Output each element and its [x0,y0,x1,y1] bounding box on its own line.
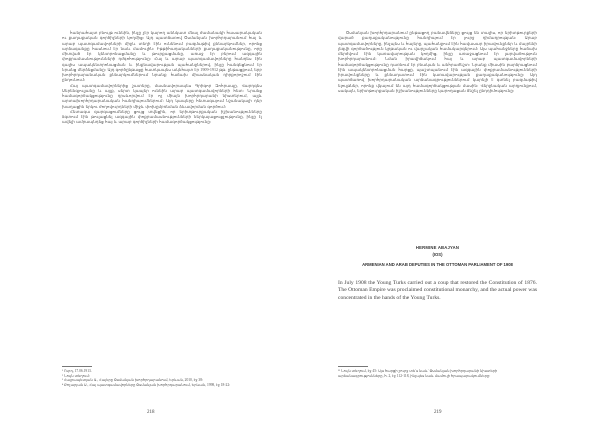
right-footnotes [338,369,537,378]
footnote: ² Նույն տեղում։ [62,373,90,378]
right-page [300,0,600,424]
body-paragraph: հանրահայտ բնույթ ունեին, ինչը չէր կարող աննկատ մնալ ժամանակի հասարակական ու քաղաքական գործիչների կողմից։ Այդ պատճառով Օսմանյան խորհրդարանում հայ և արաբ պատգամավորների միջև տեղի էին ունենում բազմաթիվ քննարկումներ, որոնց արձագանքը հասնում էր նաև մամուլին։ Իթթիհադականների քաղաքականությունը, որը միտված էր կենտրոնացմանը և թուրքացմանը, առաջ էր բերում ազգային փոքրամասնությունների դժգոհությունը։ Հայ և արաբ պատգամավորները հանդես էին գալիս ապակենտրոնացման և ինքնավարության պահանջներով, ինչը հանգեցնում էր նրանց մերձեցմանը։ Այդ գործընթացը հատկապես ակնհայտ էր 1909-1912 թթ. ընթացքում, երբ խորհրդարանական քննարկումներում նրանք հաճախ միասնական դիրքորոշում էին ընդունում։ [62,30,262,83]
page-number: 219 [434,410,442,415]
author-affiliation: (IOS) [432,252,443,257]
footnote: ¹¹ Նույն տեղում, էջ 45։ Այս հարցի շուրջ տե՛ս նաև՝ Օսմանյան խորհրդարանի նիստերի արձանագրությունները, հ. 2, էջ 112-118, ինչպես նաև մամուլի հրապարակումները։ [338,369,498,378]
footnote: ¹ Ուրդ, 17.06.1913. [62,369,92,373]
body-paragraph: Հետագա զարգացումները ցույց տվեցին, որ երիտթուրքական իշխանությունները ձգտում էին թուլացնել ազգային փոքրամասնությունների ներկայացուցչությունը, ինչը էլ ավելի ամրապնդեց հայ և արաբ գործիչների համագործակցությունը։ [62,108,262,125]
right-body-text [338,30,537,238]
footnote-divider [338,366,368,367]
left-body-text [62,30,262,360]
left-footnotes [62,369,262,387]
body-paragraph: Հայ պատգամավորներից շատերը, մասնավորապես Գրիգոր Զոհրապը, Վարդգես Սերենգյուլյանը և այլք, սերտ կապեր ունեին արաբ պատգամավորների հետ։ Նրանց համագործակցությունը դրսևորվում էր ոչ միայն խորհրդարանի նիստերում, այլև արտախորհրդարանական հանդիպումներում։ Այդ կապերը հետագայում նշանակալի դեր խաղացին երկու ժողովուրդների միջև փոխըմբռնման ձևավորման գործում։ [62,82,262,109]
footnote-divider [62,366,92,367]
english-paragraph: In July 1908 the Young Turks carried out a coup that restored the Constitution of 1876. The Ottoman Empire was proclaimed constitutional monarchy, and the actual power was concentrated in the hands of the Young Turks. [338,280,537,301]
article-author: HERMINE ABAJYAN [415,245,460,250]
page-number: 218 [147,410,155,415]
body-paragraph: Օսմանյան խորհրդարանում ընթացող բանավեճերը ցույց են տալիս, որ երիտթուրքերի վարած քաղաքականությունը հանդիպում էր լուրջ դիմադրության։ Արաբ պատգամավորները, ինչպես և հայերը, պահանջում էին հավասար իրավունքներ և մայրենի լեզվի գործածություն կրթական ու վարչական համակարգերում։ Այս պահանջները հաճախ մերժվում էին կառավարության կողմից, ինչը առաջացնում էր լարվածություն խորհրդարանում։ Նման իրավիճակում հայ և արաբ պատգամավորների համագործակցությունը դառնում էր բնական և անհրաժեշտ։ Նրանք միասին բարձրացնում էին ապակենտրոնացման հարցը, պաշտպանում էին ազգային փոքրամասնությունների իրավունքները և քննադատում էին կառավարության քաղաքականությունը։ Այդ պատճառով խորհրդարանական արձանագրություններում կարելի է գտնել բազմաթիվ ելույթներ, որոնք վկայում են այդ համագործակցության մասին։ Վերջնական արդյունքում, սակայն, երիտթուրքական իշխանությունները կարողացան ճնշել ընդդիմությունը։ [338,30,537,93]
footnote: ³ Հայրապետյան Ա., Հայերը Օսմանյան խորհրդարանում, Երևան, 2010, էջ 38։ [62,378,204,383]
article-title: ARMENIAN AND ARAB DEPUTIES IN THE OTTOMAN PARLIAMENT OF 1908 [362,262,513,267]
footnote: ⁴ Քոչարյան Ս., Հայ պատգամավորները Օսմանյան խորհրդարանում, Երևան, 1998, էջ 18-22։ [62,382,231,387]
